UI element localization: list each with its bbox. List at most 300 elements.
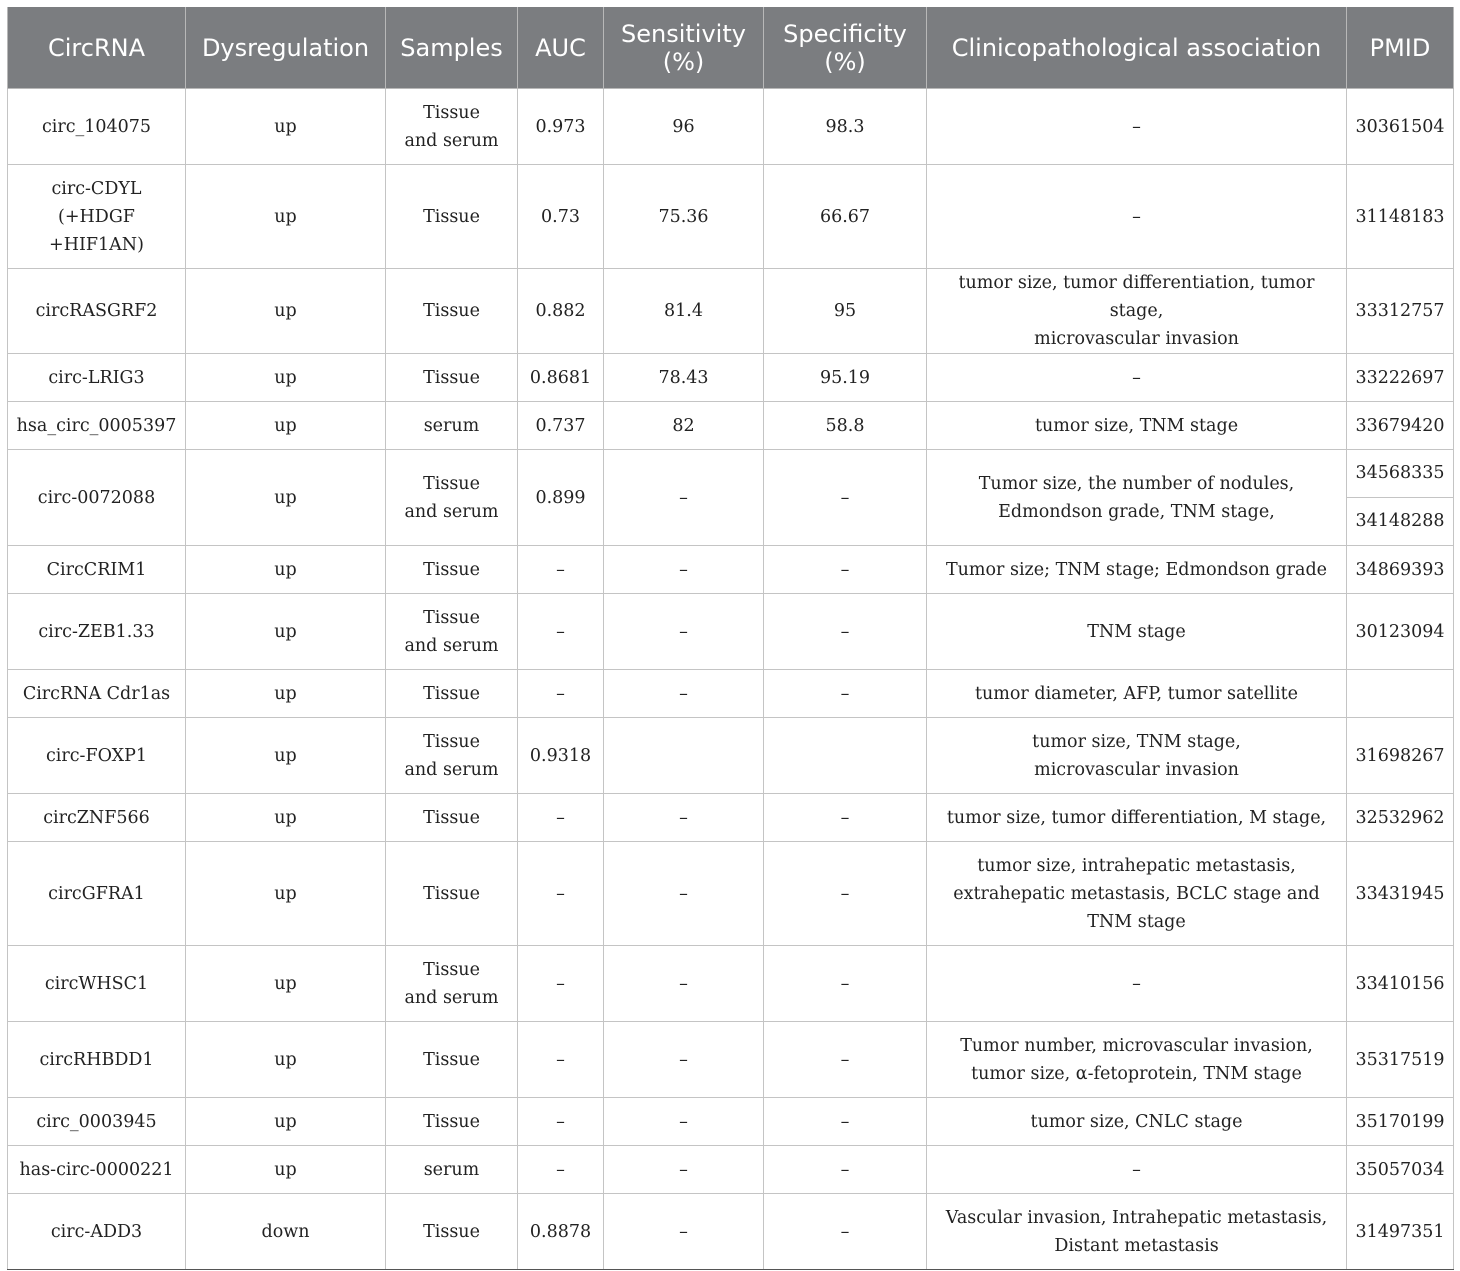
cell-samples [386,594,518,670]
cell-pmid-text: 34869393 [1355,559,1445,580]
cell-auc [518,594,604,670]
table-row [8,670,1454,718]
cell-auc-text: 0.899 [535,487,586,508]
cell-dysregulation-text: up [274,559,297,580]
cell-sensitivity-text: 96 [672,116,695,137]
cell-auc [518,269,604,354]
cell-dysregulation-text: up [274,1049,297,1070]
cell-specificity-text: 58.8 [825,415,865,436]
cell-clinicopathological-text: tumor size, TNM stage, microvascular invasion [1032,731,1241,780]
cell-sensitivity [604,1022,764,1098]
cell-circrna [8,269,186,354]
cell-samples [386,1022,518,1098]
cell-specificity [764,1194,927,1270]
cell-clinicopathological-text: Tumor size; TNM stage; Edmondson grade [945,559,1328,580]
cell-samples-text: serum [423,415,480,436]
cell-samples [386,165,518,269]
cell-dysregulation [186,1194,386,1270]
table-row [8,89,1454,165]
cell-auc [518,842,604,946]
cell-auc-text: – [556,973,565,994]
cell-circrna-text: circ-CDYL (+HDGF +HIF1AN) [49,178,144,255]
cell-samples [386,842,518,946]
cell-dysregulation-text: up [274,621,297,642]
table-row [8,165,1454,269]
header-row [8,7,1454,89]
cell-clinicopathological-text: Vascular invasion, Intrahepatic metastasis, Distant metastasis [945,1207,1328,1256]
cell-dysregulation-text: up [274,883,297,904]
cell-samples-text: Tissue [423,807,480,828]
cell-pmid [1347,842,1454,946]
table-row [8,718,1454,794]
cell-specificity [764,594,927,670]
table-row [8,269,1454,354]
cell-clinicopathological [927,89,1347,165]
cell-pmid [1347,89,1454,165]
cell-dysregulation-text: up [274,973,297,994]
cell-dysregulation-text: up [274,301,297,321]
cell-dysregulation-text: down [261,1221,310,1242]
cell-clinicopathological-text: tumor size, intrahepatic metastasis, extrahepatic metastasis, BCLC stage and TNM stage [953,855,1320,932]
header-specificity: Specificity (%) [764,7,927,89]
cell-clinicopathological [927,594,1347,670]
cell-pmid-text: 31497351 [1355,1221,1445,1242]
cell-specificity-text: – [840,1221,850,1242]
cell-dysregulation [186,946,386,1022]
cell-specificity [764,1098,927,1146]
cell-circrna-text: circRASGRF2 [35,301,158,321]
cell-dysregulation-text: up [274,1159,297,1180]
cell-clinicopathological-text: tumor size, TNM stage [1034,415,1239,436]
cell-dysregulation-text: up [274,487,297,508]
header-clinicopathological: Clinicopathological association [927,7,1347,89]
cell-dysregulation [186,546,386,594]
cell-clinicopathological [927,450,1347,546]
cell-dysregulation [186,1146,386,1194]
table-row [8,842,1454,946]
cell-samples [386,794,518,842]
header-sensitivity: Sensitivity (%) [604,7,764,89]
table-row [8,594,1454,670]
cell-samples [386,450,518,546]
cell-clinicopathological [927,1022,1347,1098]
cell-dysregulation-text: up [274,415,297,436]
cell-clinicopathological-text: – [1132,206,1141,227]
cell-clinicopathological [927,794,1347,842]
cell-specificity [764,1146,927,1194]
cell-circrna-text: has-circ-0000221 [19,1159,174,1180]
cell-samples-text: Tissue [423,683,480,704]
cell-sensitivity [604,546,764,594]
cell-clinicopathological [927,946,1347,1022]
cell-sensitivity [604,794,764,842]
cell-clinicopathological [927,354,1347,402]
cell-dysregulation [186,718,386,794]
cell-circrna-text: circ-ZEB1.33 [38,621,155,642]
cell-pmid-text: 33312757 [1355,301,1445,321]
table-row [8,1098,1454,1146]
header-dysregulation: Dysregulation [186,7,386,89]
cell-clinicopathological [927,402,1347,450]
cell-pmid [1347,794,1454,842]
cell-clinicopathological [927,1146,1347,1194]
cell-specificity-text: 98.3 [825,116,865,137]
circrna-table-container [7,7,1453,1270]
cell-samples-text: Tissue [423,206,480,227]
cell-sensitivity-text: – [679,1111,688,1132]
cell-dysregulation [186,594,386,670]
cell-specificity-text: 66.67 [819,206,871,227]
cell-circrna-text: circ-ADD3 [50,1221,143,1242]
cell-dysregulation [186,165,386,269]
cell-specificity [764,794,927,842]
cell-pmid [1347,946,1454,1022]
cell-pmid [1347,1146,1454,1194]
cell-specificity-text: – [840,973,850,994]
cell-dysregulation [186,354,386,402]
cell-sensitivity [604,269,764,354]
cell-sensitivity-text: – [679,807,688,828]
cell-pmid [1347,1098,1454,1146]
cell-auc [518,1194,604,1270]
cell-circrna [8,794,186,842]
table-header [8,7,1454,89]
cell-dysregulation-text: up [274,367,297,388]
cell-specificity [764,354,927,402]
cell-specificity [764,269,927,354]
cell-circrna [8,354,186,402]
cell-circrna [8,594,186,670]
cell-specificity-text: – [840,1049,850,1070]
cell-auc-text: – [556,559,565,580]
cell-samples-text: Tissue [423,1221,480,1242]
cell-auc-text: – [556,883,565,904]
cell-specificity-text: 95.19 [819,367,871,388]
cell-sensitivity [604,718,764,794]
cell-pmid-text: 31698267 [1355,745,1445,766]
cell-specificity-text: – [840,1111,850,1132]
cell-auc [518,450,604,546]
cell-samples-text: Tissue [423,883,480,904]
cell-specificity [764,450,927,546]
cell-circrna-text: CircRNA Cdr1as [22,683,171,704]
cell-specificity-text: – [840,807,850,828]
cell-auc [518,546,604,594]
cell-circrna-text: circ-0072088 [37,487,156,508]
cell-specificity-text: – [840,487,850,508]
cell-specificity [764,946,927,1022]
cell-auc-text: 0.8878 [529,1221,592,1242]
cell-dysregulation [186,794,386,842]
header-circrna: CircRNA [8,7,186,89]
cell-clinicopathological-text: – [1132,367,1141,388]
cell-clinicopathological [927,269,1347,354]
cell-dysregulation [186,842,386,946]
cell-circrna-text: circ-LRIG3 [48,367,145,388]
cell-circrna-text: circ_0003945 [36,1111,157,1132]
cell-dysregulation [186,450,386,546]
cell-circrna [8,89,186,165]
header-auc: AUC [518,7,604,89]
cell-pmid-text: 31148183 [1355,206,1445,227]
cell-pmid-text: 32532962 [1355,807,1445,828]
cell-pmid [1347,165,1454,269]
cell-samples-text: Tissue and serum [404,959,499,1008]
cell-specificity [764,718,927,794]
cell-pmid [1347,450,1454,546]
cell-pmid [1347,354,1454,402]
cell-circrna [8,165,186,269]
cell-sensitivity [604,594,764,670]
cell-sensitivity-text: 78.43 [658,367,709,388]
cell-dysregulation-text: up [274,745,297,766]
cell-circrna [8,670,186,718]
cell-circrna-text: circ-FOXP1 [45,745,148,766]
cell-sensitivity-text: – [679,683,688,704]
cell-clinicopathological-text: Tumor number, microvascular invasion, tumor size, α-fetoprotein, TNM stage [960,1035,1313,1084]
cell-dysregulation-text: up [274,807,297,828]
cell-clinicopathological-text: tumor size, tumor differentiation, M stage, [946,807,1327,828]
cell-samples-text: Tissue and serum [404,102,499,151]
cell-auc [518,402,604,450]
table-body [8,89,1454,1270]
cell-samples [386,1194,518,1270]
cell-auc [518,89,604,165]
cell-sensitivity-text: 81.4 [664,301,703,321]
cell-circrna-text: circGFRA1 [48,883,145,904]
cell-auc-text: 0.8681 [529,367,592,388]
cell-circrna [8,1098,186,1146]
cell-auc [518,718,604,794]
cell-sensitivity-text: 82 [672,415,695,436]
cell-clinicopathological-text: – [1132,116,1141,137]
cell-pmid [1347,546,1454,594]
cell-auc-text: – [556,1111,565,1132]
cell-dysregulation [186,89,386,165]
cell-specificity [764,89,927,165]
cell-sensitivity-text: – [679,973,688,994]
cell-circrna [8,546,186,594]
cell-specificity [764,842,927,946]
cell-sensitivity [604,670,764,718]
pmid-value: 34148288 [1347,497,1453,545]
cell-pmid-text: 33679420 [1355,415,1445,436]
circrna-biomarker-table [7,7,1454,1270]
cell-circrna [8,1194,186,1270]
cell-clinicopathological [927,546,1347,594]
cell-auc [518,1098,604,1146]
cell-sensitivity [604,450,764,546]
cell-sensitivity-text: – [679,559,688,580]
cell-sensitivity [604,89,764,165]
cell-sensitivity-text: – [679,1159,688,1180]
cell-samples-text: serum [423,1159,480,1180]
cell-sensitivity [604,354,764,402]
cell-dysregulation [186,1022,386,1098]
cell-specificity-text: – [840,1159,850,1180]
cell-auc-text: – [556,807,565,828]
cell-pmid [1347,594,1454,670]
cell-sensitivity [604,402,764,450]
table-row [8,1194,1454,1270]
cell-samples [386,1098,518,1146]
cell-specificity-text: – [840,621,850,642]
cell-samples [386,354,518,402]
cell-clinicopathological-text: TNM stage [1087,621,1186,642]
cell-samples [386,670,518,718]
cell-auc-text: 0.73 [541,206,580,227]
cell-clinicopathological [927,1194,1347,1270]
pmid-value: 34568335 [1355,463,1445,483]
cell-sensitivity [604,1194,764,1270]
cell-auc-text: 0.737 [535,415,586,436]
cell-clinicopathological-text: tumor size, CNLC stage [1030,1111,1243,1132]
table-row [8,450,1454,546]
cell-clinicopathological-text: tumor size, tumor differentiation, tumor stage, microvascular invasion [958,273,1315,349]
cell-sensitivity-text: – [679,883,688,904]
cell-auc [518,946,604,1022]
cell-samples [386,402,518,450]
cell-pmid [1347,402,1454,450]
cell-clinicopathological-text: tumor diameter, AFP, tumor satellite [975,683,1298,704]
cell-samples-text: Tissue and serum [404,731,499,780]
cell-samples-text: Tissue [423,367,480,388]
table-row [8,794,1454,842]
table-row [8,402,1454,450]
cell-dysregulation-text: up [274,1111,297,1132]
cell-sensitivity-text: 75.36 [658,206,709,227]
cell-pmid-text: 33431945 [1355,883,1445,904]
cell-pmid [1347,1194,1454,1270]
cell-pmid [1347,670,1454,718]
cell-auc-text: 0.882 [535,301,586,321]
table-row [8,354,1454,402]
cell-sensitivity [604,1098,764,1146]
cell-pmid-text: 35057034 [1355,1159,1445,1180]
cell-pmid [1347,269,1454,354]
cell-circrna [8,1022,186,1098]
cell-samples-text: Tissue [423,1111,480,1132]
cell-dysregulation [186,1098,386,1146]
cell-sensitivity [604,165,764,269]
cell-circrna [8,718,186,794]
cell-clinicopathological [927,165,1347,269]
cell-specificity-text: – [840,559,850,580]
cell-specificity [764,1022,927,1098]
cell-samples [386,89,518,165]
cell-specificity-text: 95 [833,301,857,321]
cell-circrna [8,402,186,450]
cell-circrna [8,450,186,546]
cell-samples [386,546,518,594]
cell-auc [518,1022,604,1098]
cell-circrna [8,946,186,1022]
table-row [8,1022,1454,1098]
cell-samples [386,269,518,354]
cell-auc-text: 0.973 [535,116,586,137]
cell-dysregulation-text: up [274,206,297,227]
cell-circrna [8,842,186,946]
cell-sensitivity [604,946,764,1022]
cell-circrna-text: CircCRIM1 [46,559,147,580]
cell-pmid-text: 35317519 [1355,1049,1445,1070]
cell-specificity [764,402,927,450]
cell-circrna-text: circRHBDD1 [39,1049,154,1070]
cell-sensitivity [604,842,764,946]
cell-auc-text: – [556,683,565,704]
cell-clinicopathological-text: – [1132,973,1141,994]
cell-pmid-text: 30123094 [1355,621,1445,642]
cell-samples [386,718,518,794]
cell-auc [518,354,604,402]
cell-dysregulation-text: up [274,683,297,704]
cell-dysregulation [186,402,386,450]
table-row [8,946,1454,1022]
cell-pmid-text: 33222697 [1355,367,1445,388]
cell-auc [518,794,604,842]
cell-pmid [1347,1022,1454,1098]
cell-auc-text: – [556,621,565,642]
cell-samples [386,1146,518,1194]
cell-circrna-text: hsa_circ_0005397 [16,415,177,436]
cell-circrna-text: circWHSC1 [44,973,149,994]
cell-auc [518,165,604,269]
cell-auc [518,1146,604,1194]
cell-circrna-text: circ_104075 [41,116,152,137]
cell-samples-text: Tissue [423,1049,480,1070]
cell-samples-text: Tissue and serum [404,473,499,522]
cell-dysregulation [186,670,386,718]
cell-specificity [764,546,927,594]
cell-auc [518,670,604,718]
cell-sensitivity-text: – [679,621,688,642]
cell-pmid-text: 35170199 [1355,1111,1445,1132]
cell-circrna [8,1146,186,1194]
cell-specificity-text: – [840,683,850,704]
cell-circrna-text: circZNF566 [43,807,150,828]
cell-dysregulation-text: up [274,116,297,137]
cell-dysregulation [186,269,386,354]
cell-pmid-text: 30361504 [1355,116,1445,137]
header-samples: Samples [386,7,518,89]
cell-specificity [764,165,927,269]
cell-sensitivity-text: – [679,487,688,508]
cell-samples-text: Tissue [423,301,480,321]
cell-samples [386,946,518,1022]
cell-sensitivity [604,1146,764,1194]
cell-clinicopathological [927,842,1347,946]
cell-clinicopathological [927,670,1347,718]
cell-pmid [1347,718,1454,794]
cell-specificity-text: – [840,883,850,904]
cell-auc-text: 0.9318 [529,745,592,766]
cell-clinicopathological-text: Tumor size, the number of nodules, Edmondson grade, TNM stage, [978,473,1295,522]
cell-clinicopathological-text: – [1132,1159,1141,1180]
cell-clinicopathological [927,1098,1347,1146]
cell-auc-text: – [556,1159,565,1180]
cell-sensitivity-text: – [679,1049,688,1070]
cell-samples-text: Tissue and serum [404,607,499,656]
table-row [8,546,1454,594]
cell-pmid-text: 33410156 [1355,973,1445,994]
cell-clinicopathological [927,718,1347,794]
cell-specificity [764,670,927,718]
cell-auc-text: – [556,1049,565,1070]
header-pmid: PMID [1347,7,1454,89]
table-row [8,1146,1454,1194]
cell-sensitivity-text: – [679,1221,688,1242]
cell-samples-text: Tissue [423,559,480,580]
